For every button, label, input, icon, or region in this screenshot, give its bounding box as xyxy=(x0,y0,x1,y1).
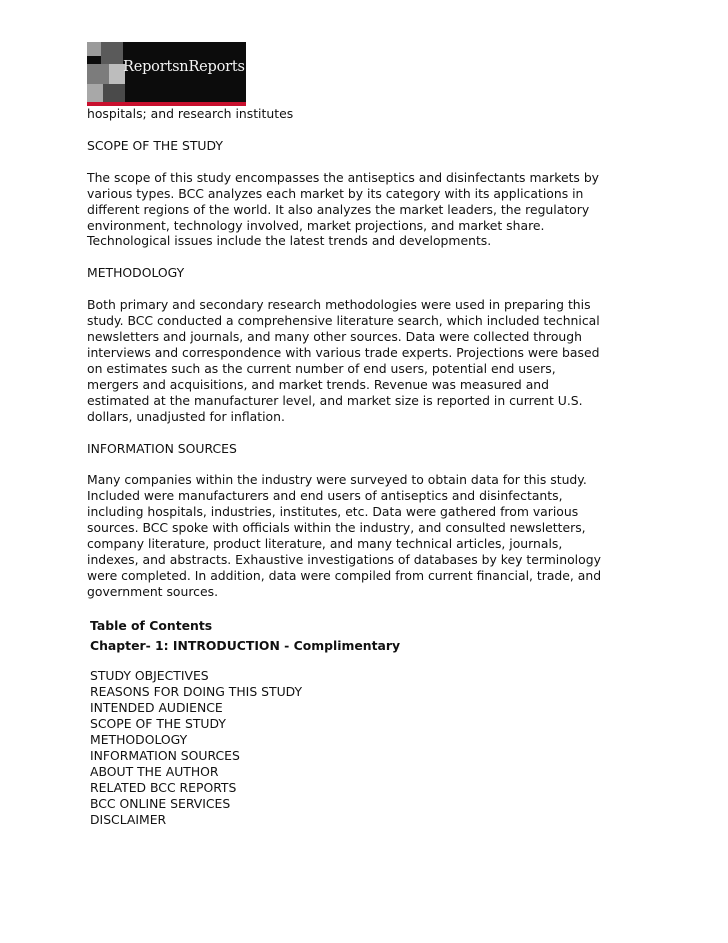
scope-line: different regions of the world. It also analyzes the market leaders, the regulatory xyxy=(87,201,590,217)
scope-heading: SCOPE OF THE STUDY xyxy=(87,137,223,153)
toc-items xyxy=(90,668,707,828)
methodology-line: mergers and acquisitions, and market trends. Revenue was measured and xyxy=(87,376,550,392)
toc-item: RELATED BCC REPORTS xyxy=(90,779,237,795)
sources-line: were completed. In addition, data were compiled from current financial, trade, and xyxy=(87,567,602,583)
table-of-contents xyxy=(87,616,707,828)
methodology-line: newsletters and journals, and many other sources. Data were collected through xyxy=(87,329,582,345)
logo-red-bar xyxy=(87,102,246,106)
document-page xyxy=(87,42,707,828)
methodology-line: estimated at the manufacturer level, and market size is reported in current U.S. xyxy=(87,392,583,408)
reportsnreports-logo xyxy=(87,42,246,106)
toc-item: REASONS FOR DOING THIS STUDY xyxy=(90,683,303,699)
methodology-heading: METHODOLOGY xyxy=(87,265,185,281)
toc-item: METHODOLOGY xyxy=(90,731,188,747)
sources-heading: INFORMATION SOURCES xyxy=(87,440,237,456)
scope-line: environment, technology involved, market projections, and market share. xyxy=(87,217,545,233)
methodology-line: dollars, unadjusted for inflation. xyxy=(87,408,285,424)
sources-line: Many companies within the industry were surveyed to obtain data for this study. xyxy=(87,472,587,488)
sources-line: indexes, and abstracts. Exhaustive investigations of databases by key terminology xyxy=(87,551,601,567)
logo-brand-text: ReportsnReports xyxy=(123,59,245,75)
scope-line: Technological issues include the latest trends and developments. xyxy=(87,233,492,249)
toc-item: SCOPE OF THE STUDY xyxy=(90,715,226,731)
methodology-line: Both primary and secondary research methodologies were used in preparing this xyxy=(87,297,591,313)
scope-paragraph xyxy=(87,170,707,250)
sources-line: including hospitals, industries, institutes, etc. Data were gathered from various xyxy=(87,504,579,520)
logo-square xyxy=(101,42,123,64)
toc-item: DISCLAIMER xyxy=(90,811,167,827)
toc-chapter-heading: Chapter- 1: INTRODUCTION - Complimentary xyxy=(90,637,401,653)
toc-item: STUDY OBJECTIVES xyxy=(90,667,209,683)
sources-line: government sources. xyxy=(87,583,219,599)
toc-title: Table of Contents xyxy=(90,617,213,633)
scope-line: The scope of this study encompasses the antiseptics and disinfectants markets by xyxy=(87,169,600,185)
logo-square xyxy=(87,42,101,56)
toc-item: BCC ONLINE SERVICES xyxy=(90,795,231,811)
toc-item: INTENDED AUDIENCE xyxy=(90,699,223,715)
sources-line: company literature, product literature, and many technical articles, journals, xyxy=(87,536,563,552)
intro-fragment: hospitals; and research institutes xyxy=(87,106,294,121)
sources-line: Included were manufacturers and end users of antiseptics and disinfectants, xyxy=(87,488,563,504)
methodology-paragraph xyxy=(87,297,707,424)
scope-line: various types. BCC analyzes each market by its category with its applications in xyxy=(87,185,584,201)
sources-paragraph xyxy=(87,472,707,599)
methodology-line: interviews and correspondence with various trade experts. Projections were based xyxy=(87,344,600,360)
toc-item: INFORMATION SOURCES xyxy=(90,747,240,763)
methodology-line: on estimates such as the current number of end users, potential end users, xyxy=(87,360,556,376)
logo-square xyxy=(87,64,109,84)
sources-line: sources. BCC spoke with officials within the industry, and consulted newsletters, xyxy=(87,520,586,536)
toc-item: ABOUT THE AUTHOR xyxy=(90,763,219,779)
methodology-line: study. BCC conducted a comprehensive literature search, which included technical xyxy=(87,313,600,329)
